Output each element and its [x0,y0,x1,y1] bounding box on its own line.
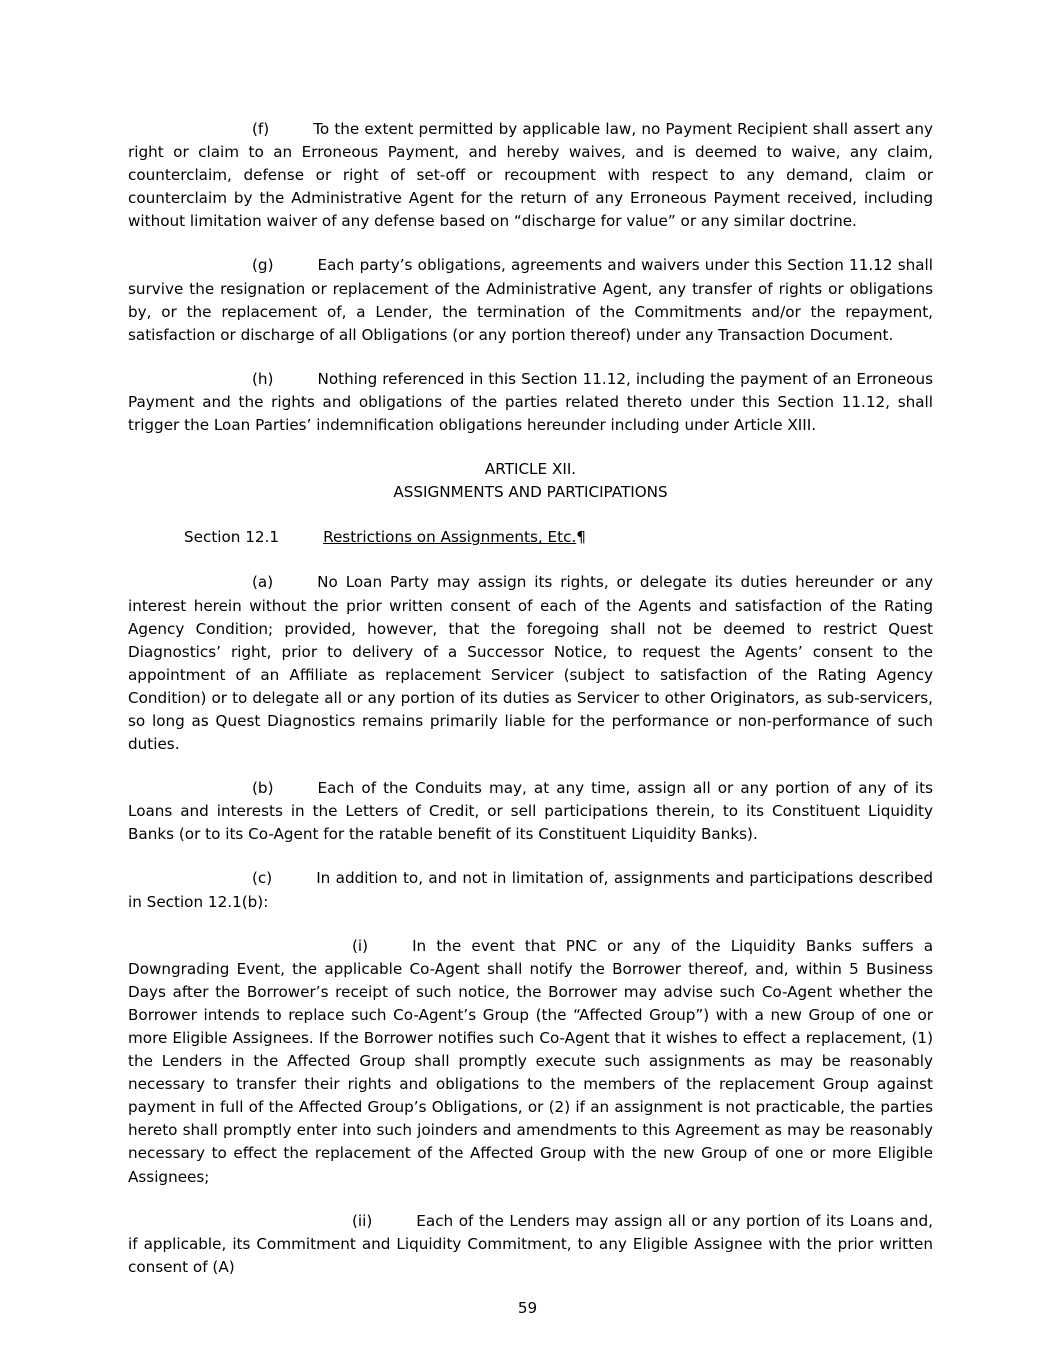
paragraph-h [128,368,933,437]
paragraph-b [128,777,933,846]
paragraph-f-label: (f) [252,120,270,138]
paragraph-i-text: In the event that PNC or any of the Liquidity Banks suffers a Downgrading Event, the applicable Co-Agent shall notify the Borrower thereof, and, within 5 Business Days after the Borrower’s receipt of such notice, the Borrower may advise such Co-Agent whether the Borrower intends to replace such Co-Agent’s Group (the “Affected Group”) with a new Group of one or more Eligible Assignees. If the Borrower notifies such Co-Agent that it wishes to effect a replacement, (1) the Lenders in the Affected Group shall promptly execute such assignments as may be reasonably necessary to transfer their rights and obligations to the members of the replacement Group against payment in full of the Affected Group’s Obligations, or (2) if an assignment is not practicable, the parties hereto shall promptly enter into such joinders and amendments to this Agreement as may be reasonably necessary to effect the replacement of the Affected Group with the new Group of one or more Eligible Assignees; [128,936,933,1186]
pilcrow-mark: ¶ [576,528,586,547]
article-heading-line1: ARTICLE XII. [484,460,577,479]
paragraph-c [128,867,933,913]
paragraph-g-label: (g) [252,256,274,275]
paragraph-c-label: (c) [252,869,273,888]
paragraph-a [128,571,933,756]
paragraph-h-label: (h) [252,369,274,388]
page-number: 59 [517,1299,538,1317]
paragraph-a-label: (a) [252,573,274,592]
paragraph-ii-label: (ii) [352,1211,373,1230]
paragraph-h-text: Nothing referenced in this Section 11.12, including the payment of an Erroneous Payment and the rights and obligations of the parties related thereto under this Section 11.12, shall trigger the Loan Parties’ indemnification obligations hereunder including under Article XIII. [128,369,933,435]
paragraph-f-text: To the extent permitted by applicable law, no Payment Recipient shall assert any right or claim to an Erroneous Payment, and hereby waives, and is deemed to waive, any claim, counterclaim, defense or right of set-off or recoupment with respect to any demand, claim or counterclaim by the Administrative Agent for the return of any Erroneous Payment received, including without limitation waiver of any defense based on “discharge for value” or any similar doctrine. [128,120,933,231]
paragraph-b-label: (b) [252,779,274,798]
article-heading-line2: ASSIGNMENTS AND PARTICIPATIONS [393,483,668,502]
paragraph-g-text: Each party’s obligations, agreements and waivers under this Section 11.12 shall survive the resignation or replacement of the Administrative Agent, any transfer of rights or obligations by, or the replacement of, a Lender, the termination of the Commitments and/or the repayment, satisfaction or discharge of all Obligations (or any portion thereof) under any Transaction Document. [128,256,933,344]
paragraph-g [128,254,933,346]
section-title: Restrictions on Assignments, Etc. [323,528,577,547]
paragraph-ii [128,1210,933,1279]
paragraph-ii-text: Each of the Lenders may assign all or any portion of its Loans and, if applicable, its Commitment and Liquidity Commitment, to any Eligible Assignee with the prior written consent of (A) [128,1211,933,1276]
section-number: Section 12.1 [184,528,280,547]
article-heading [128,458,933,504]
paragraph-i [128,935,933,1189]
section-heading [128,526,933,549]
paragraph-i-label: (i) [352,936,369,955]
paragraph-c-text: In addition to, and not in limitation of, assignments and participations described in Section 12.1(b): [128,869,933,911]
paragraph-a-text: No Loan Party may assign its rights, or delegate its duties hereunder or any interest herein without the prior written consent of each of the Agents and satisfaction of the Rating Agency Condition; provided, however, that the foregoing shall not be deemed to restrict Quest Diagnostics’ right, prior to delivery of a Successor Notice, to request the Agents’ consent to the appointment of an Affiliate as replacement Servicer (subject to satisfaction of the Rating Agency Condition) or to delegate all or any portion of its duties as Servicer to other Originators, as sub-servicers, so long as Quest Diagnostics remains primarily liable for the performance or non-performance of such duties. [128,573,933,754]
paragraph-b-text: Each of the Conduits may, at any time, assign all or any portion of any of its Loans and interests in the Letters of Credit, or sell participations therein, to its Constituent Liquidity Banks (or to its Co-Agent for the ratable benefit of its Constituent Liquidity Banks). [128,779,933,844]
paragraph-f [128,118,933,233]
